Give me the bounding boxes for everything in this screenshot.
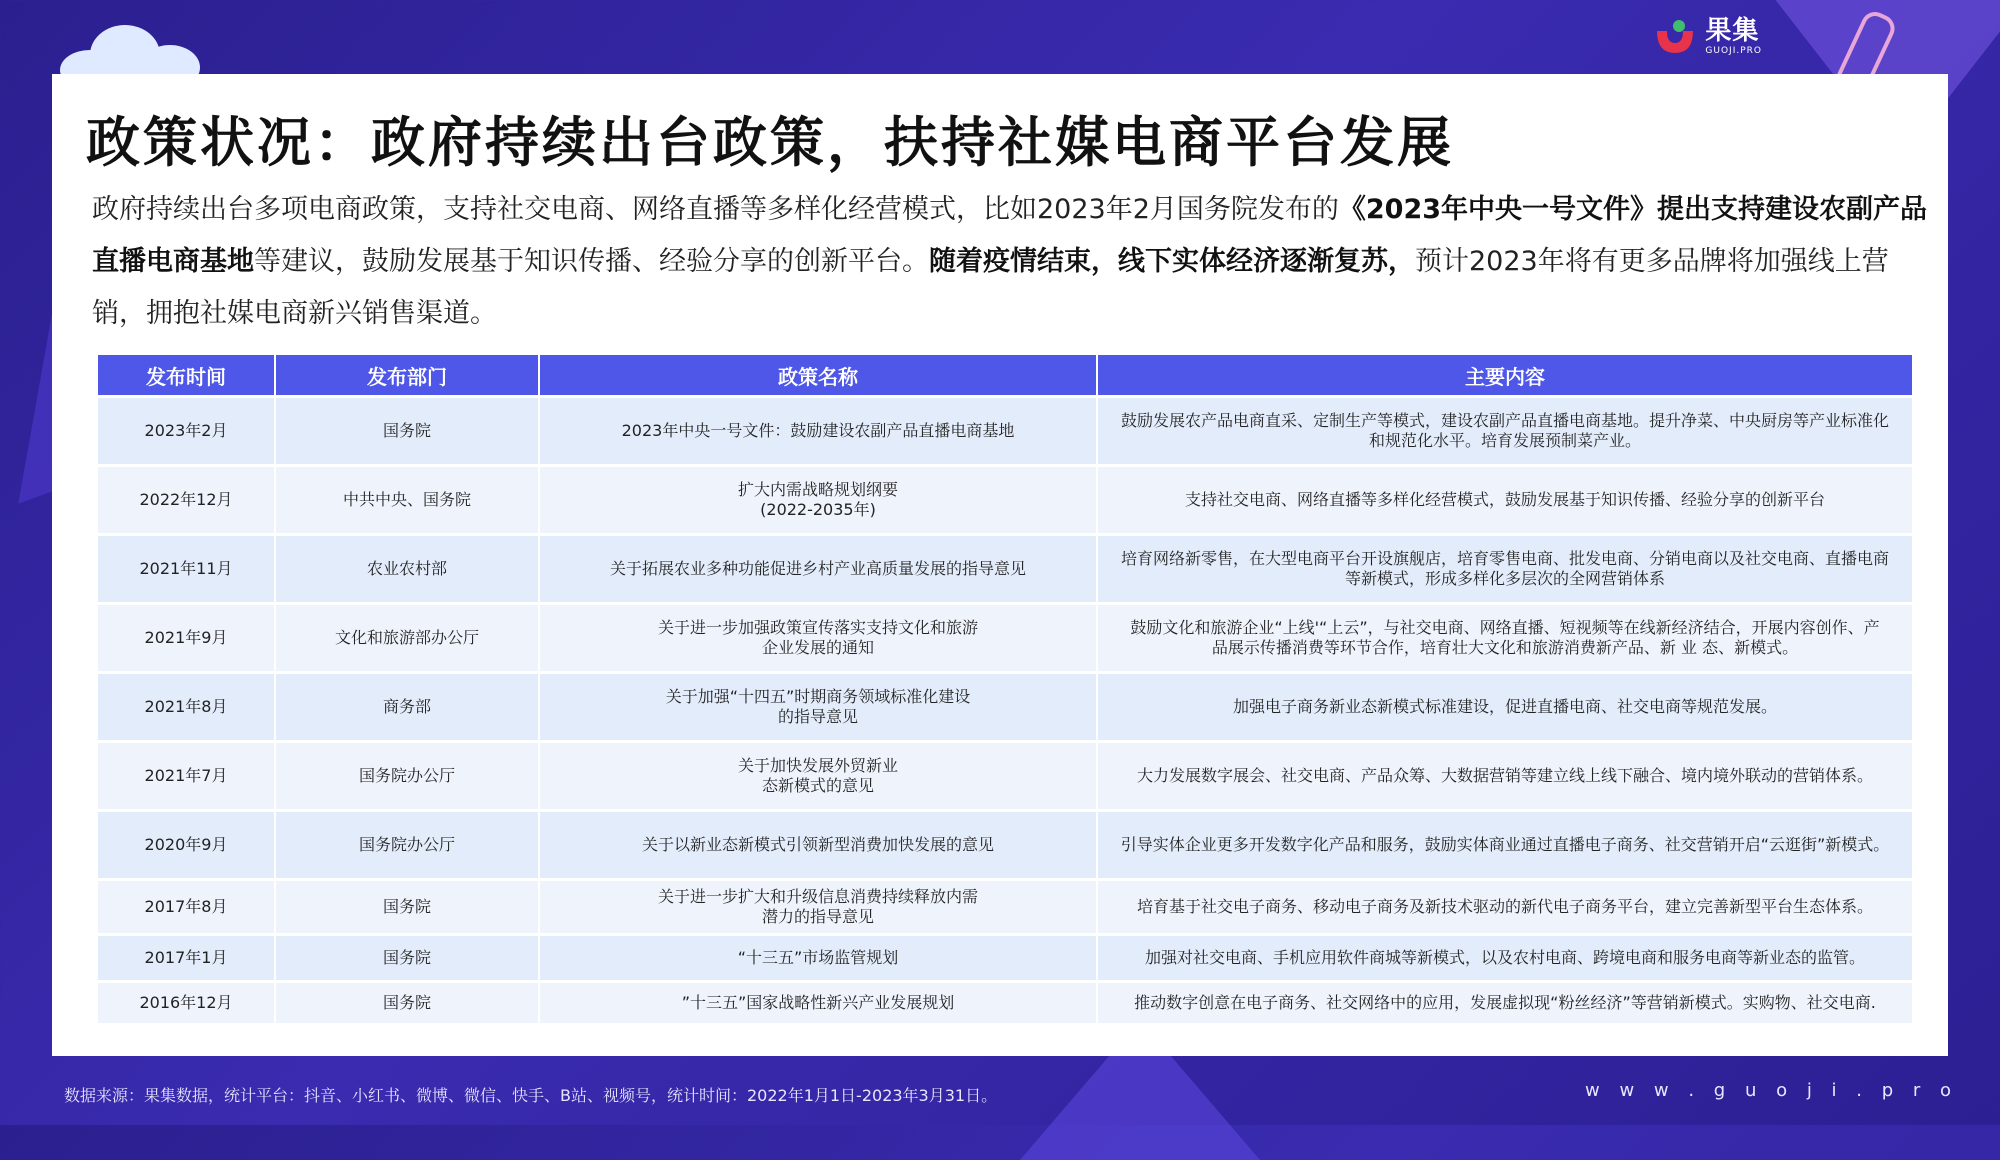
data-source-note: 数据来源：果集数据，统计平台：抖音、小红书、微博、微信、快手、B站、视频号，统计时间：2022年1月1日-2023年3月31日。 (64, 1086, 998, 1105)
cell-name (540, 605, 1098, 671)
intro-text-3: 预计2023年将有更多品牌将加强线上营销，拥抱社媒电商新兴销售渠道。 (92, 246, 1889, 329)
cell-content-line: 培育基于社交电子商务、移动电子商务及新技术驱动的新代电子商务平台，建立完善新型平台生态体系。 (1136, 897, 1873, 916)
cell-content (1098, 936, 1912, 980)
content-card (52, 74, 1948, 1056)
intro-text-2: 等建议，鼓励发展基于知识传播、经验分享的创新平台。 (254, 246, 929, 277)
cell-dept: 中共中央、国务院 (276, 467, 540, 533)
cell-name (540, 467, 1098, 533)
website-url: w w w . g u o j i . p r o (1585, 1080, 1958, 1101)
cell-date: 2016年12月 (98, 983, 276, 1023)
cell-name (540, 674, 1098, 740)
cell-name-line: 关于以新业态新模式引领新型消费加快发展的意见 (641, 835, 994, 854)
header-content: 主要内容 (1098, 355, 1912, 395)
cell-name-line: 关于进一步加强政策宣传落实支持文化和旅游 (657, 618, 978, 637)
table-row (98, 674, 1912, 740)
cell-content (1098, 983, 1912, 1023)
table-row (98, 936, 1912, 980)
table-row (98, 743, 1912, 809)
cell-date: 2020年9月 (98, 812, 276, 878)
cell-content-line: 引导实体企业更多开发数字化产品和服务，鼓励实体商业通过直播电子商务、社交营销开启“云逛街”新模式。 (1120, 835, 1890, 854)
cell-content-line: 大力发展数字展会、社交电商、产品众筹、大数据营销等建立线上线下融合、境内境外联动的营销体系。 (1136, 766, 1873, 785)
cell-content (1098, 398, 1912, 464)
cell-date: 2021年9月 (98, 605, 276, 671)
cell-content-line: 培育网络新零售，在大型电商平台开设旗舰店，培育零售电商、批发电商、分销电商以及社交电商、直播电商 (1120, 549, 1889, 568)
cell-name-line: 关于加快发展外贸新业 (737, 756, 898, 775)
cell-dept: 商务部 (276, 674, 540, 740)
table-row (98, 398, 1912, 464)
cell-name-line: 关于拓展农业多种功能促进乡村产业高质量发展的指导意见 (609, 559, 1026, 578)
cell-name-line: 2023年中央一号文件：鼓励建设农副产品直播电商基地 (621, 421, 1015, 440)
guoji-logo-icon (1653, 19, 1697, 55)
cell-content-line: 等新模式，形成多样化多层次的全网营销体系 (1344, 569, 1665, 588)
cell-name-line: “十三五”市场监管规划 (737, 948, 899, 967)
cell-content-line: 品展示传播消费等环节合作，培育壮大文化和旅游消费新产品、新 业 态、新模式。 (1211, 638, 1799, 657)
cell-name-line: 企业发展的通知 (761, 638, 874, 657)
cell-dept: 国务院 (276, 398, 540, 464)
cell-name (540, 812, 1098, 878)
cell-dept: 农业农村部 (276, 536, 540, 602)
header-name: 政策名称 (540, 355, 1098, 395)
cell-name-line: ”十三五”国家战略性新兴产业发展规划 (681, 993, 955, 1012)
table-row (98, 881, 1912, 933)
cell-dept: 国务院办公厅 (276, 812, 540, 878)
brand-name: 果集 (1705, 16, 1760, 46)
cell-date: 2022年12月 (98, 467, 276, 533)
intro-bold-2: 随着疫情结束，线下实体经济逐渐复苏， (929, 246, 1415, 277)
cell-name-line: 潜力的指导意见 (761, 907, 874, 926)
cell-dept: 国务院 (276, 936, 540, 980)
cell-content (1098, 674, 1912, 740)
cell-dept: 国务院 (276, 881, 540, 933)
intro-paragraph (92, 184, 1932, 340)
cell-content-line: 加强电子商务新业态新模式标准建设，促进直播电商、社交电商等规范发展。 (1232, 697, 1777, 716)
cell-name-line: 态新模式的意见 (761, 776, 874, 795)
cell-date: 2021年11月 (98, 536, 276, 602)
cell-date: 2017年1月 (98, 936, 276, 980)
cell-content (1098, 743, 1912, 809)
cell-name-line: 的指导意见 (777, 707, 858, 726)
cell-content (1098, 467, 1912, 533)
header-dept: 发布部门 (276, 355, 540, 395)
brand-domain: GUOJI.PRO (1705, 46, 1762, 56)
cell-name (540, 398, 1098, 464)
cell-content-line: 支持社交电商、网络直播等多样化经营模式，鼓励发展基于知识传播、经验分享的创新平台 (1184, 490, 1825, 509)
table-row (98, 983, 1912, 1023)
cell-name (540, 536, 1098, 602)
cell-content-line: 鼓励发展农产品电商直采、定制生产等模式，建设农副产品直播电商基地。提升净菜、中央厨房等产业标准化 (1120, 411, 1889, 430)
cell-content (1098, 536, 1912, 602)
table-row (98, 536, 1912, 602)
cell-name (540, 881, 1098, 933)
cell-name-line: 扩大内需战略规划纲要 (737, 480, 898, 499)
cell-content-line: 推动数字创意在电子商务、社交网络中的应用，发展虚拟现“粉丝经济”等营销新模式。实购物、社交电商. (1134, 993, 1876, 1012)
table-row (98, 812, 1912, 878)
header-date: 发布时间 (98, 355, 276, 395)
cell-date: 2017年8月 (98, 881, 276, 933)
cell-name (540, 936, 1098, 980)
cell-date: 2023年2月 (98, 398, 276, 464)
cell-name-line: 关于加强“十四五”时期商务领域标准化建设 (665, 687, 971, 706)
cell-content-line: 和规范化水平。培育发展预制菜产业。 (1368, 431, 1641, 450)
cell-content-line: 鼓励文化和旅游企业“上线'“上云”，与社交电商、网络直播、短视频等在线新经济结合，开展内容创作、产 (1130, 618, 1880, 637)
cell-dept: 文化和旅游部办公厅 (276, 605, 540, 671)
intro-text-1: 政府持续出台多项电商政策，支持社交电商、网络直播等多样化经营模式，比如2023年2月国务院发布的 (92, 194, 1339, 225)
table-header-row (98, 355, 1912, 395)
page-title: 政策状况：政府持续出台政策，扶持社媒电商平台发展 (86, 111, 1454, 174)
table-row (98, 605, 1912, 671)
cell-date: 2021年8月 (98, 674, 276, 740)
cell-name-line: 关于进一步扩大和升级信息消费持续释放内需 (657, 887, 978, 906)
cell-date: 2021年7月 (98, 743, 276, 809)
cell-dept: 国务院 (276, 983, 540, 1023)
cell-name (540, 983, 1098, 1023)
cell-content-line: 加强对社交电商、手机应用软件商城等新模式，以及农村电商、跨境电商和服务电商等新业态的监管。 (1144, 948, 1865, 967)
cell-name (540, 743, 1098, 809)
brand-logo (1653, 18, 1762, 56)
cell-content (1098, 605, 1912, 671)
cell-dept: 国务院办公厅 (276, 743, 540, 809)
intro-bold-1: 《2023年中央一号文件》提出支持建设农副产品直播电商基地 (92, 194, 1928, 277)
cell-content (1098, 881, 1912, 933)
policy-table (98, 352, 1912, 1026)
table-row (98, 467, 1912, 533)
cell-content (1098, 812, 1912, 878)
cell-name-line: (2022-2035年) (760, 500, 876, 519)
